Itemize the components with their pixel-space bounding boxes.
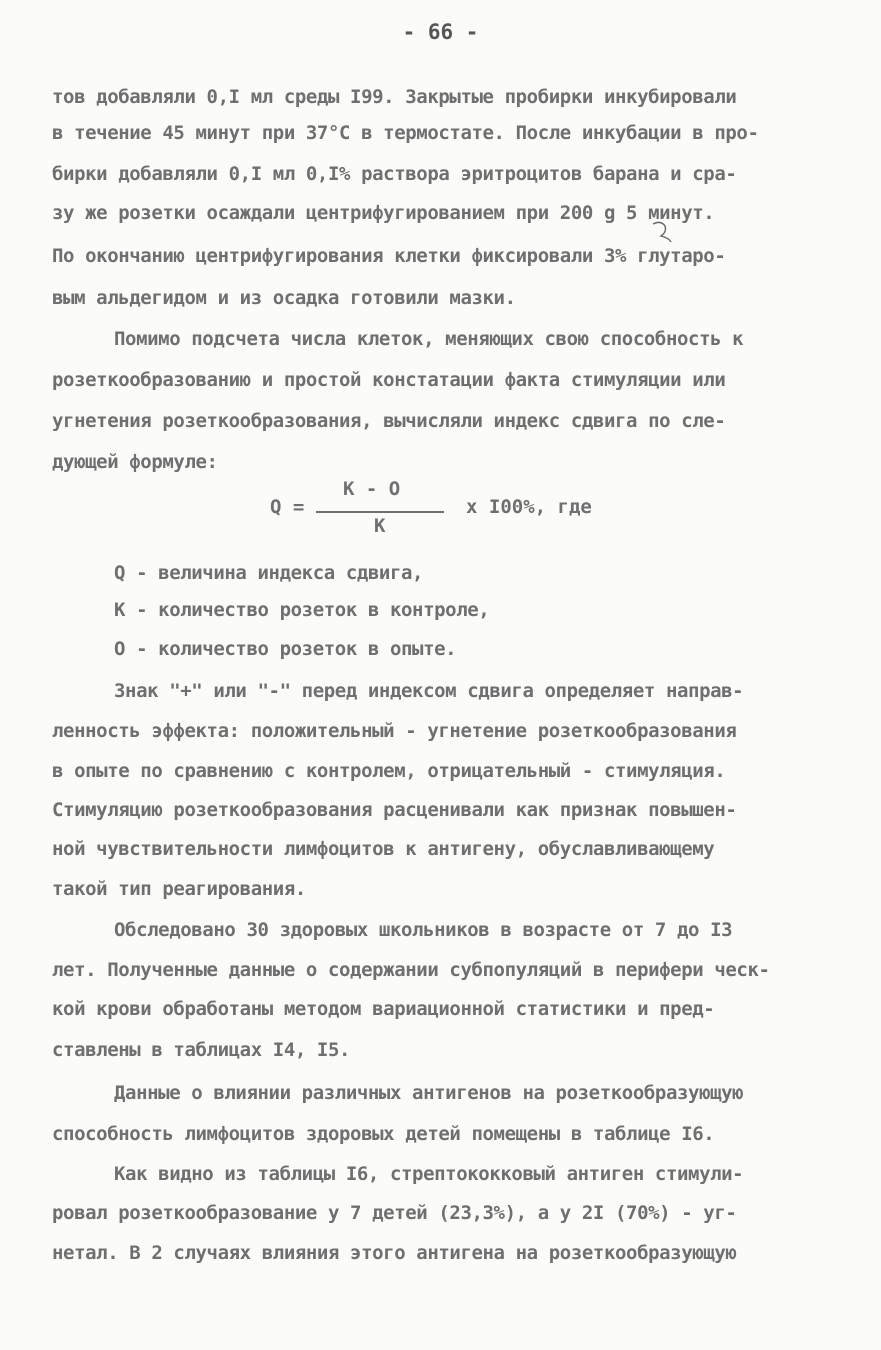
definition-line: О - количество розеток в опыте. [114, 638, 457, 660]
text-line: ставлены в таблицах I4, I5. [52, 1039, 351, 1061]
text-line: Знак "+" или "-" перед индексом сдвига определяет направ- [114, 680, 744, 702]
handwritten-mark-icon [647, 220, 677, 244]
text-line: По окончанию центрифугирования клетки фиксировали 3% глутаро- [52, 245, 726, 267]
definition-line: Q - величина индекса сдвига, [114, 562, 424, 584]
text-line: ной чувствительности лимфоцитов к антигену, обуславливающему [52, 838, 715, 860]
formula-tail: x I00%, где [466, 496, 592, 518]
page-number: - 66 - [402, 20, 479, 44]
text-line: способность лимфоцитов здоровых детей помещены в таблице I6. [52, 1123, 715, 1145]
text-line: Помимо подсчета числа клеток, меняющих свою способность к [114, 328, 744, 350]
text-line: бирки добавляли 0,I мл 0,I% раствора эритроцитов барана и сра- [52, 163, 737, 185]
text-line: лет. Полученные данные о содержании субпопуляций в перифери ческ- [52, 959, 770, 981]
text-line: дующей формуле: [52, 451, 218, 473]
formula-denominator: К [374, 515, 386, 537]
definition-line: К - количество розеток в контроле, [114, 599, 490, 621]
text-line: вым альдегидом и из осадка готовили мазки. [52, 287, 516, 309]
text-line: Как видно из таблицы I6, стрептококковый антиген стимули- [114, 1163, 744, 1185]
fraction-bar [316, 511, 444, 513]
text-line: угнетения розеткообразования, вычисляли индекс сдвига по сле- [52, 410, 726, 432]
formula-numerator: К - О [343, 478, 401, 500]
text-line: тов добавляли 0,I мл среды I99. Закрытые пробирки инкубировали [52, 86, 737, 108]
text-line: такой тип реагирования. [52, 878, 306, 900]
text-line: в течение 45 минут при 37°С в термостате. После инкубации в про- [52, 122, 759, 144]
formula-lhs: Q = [270, 496, 305, 518]
text-line: в опыте по сравнению с контролем, отрицательный - стимуляция. [52, 760, 726, 782]
shift-index-formula [270, 475, 630, 545]
text-line: кой крови обработаны методом вариационной статистики и пред- [52, 998, 715, 1020]
text-line: Обследовано 30 здоровых школьников в возрасте от 7 до I3 [114, 919, 733, 941]
text-line: ровал розеткообразование у 7 детей (23,3%), а у 2I (70%) - уг- [52, 1202, 737, 1224]
text-line: нетал. В 2 случаях влияния этого антигена на розеткообразующую [52, 1242, 737, 1264]
text-line: зу же розетки осаждали центрифугированием при 200 g 5 минут. [52, 202, 715, 224]
text-line: Данные о влиянии различных антигенов на розеткообразующую [114, 1082, 744, 1104]
text-line: Стимуляцию розеткообразования расценивали как признак повышен- [52, 799, 737, 821]
text-line: ленность эффекта: положительный - угнетение розеткообразования [52, 720, 737, 742]
text-line: розеткообразованию и простой констатации факта стимуляции или [52, 369, 726, 391]
